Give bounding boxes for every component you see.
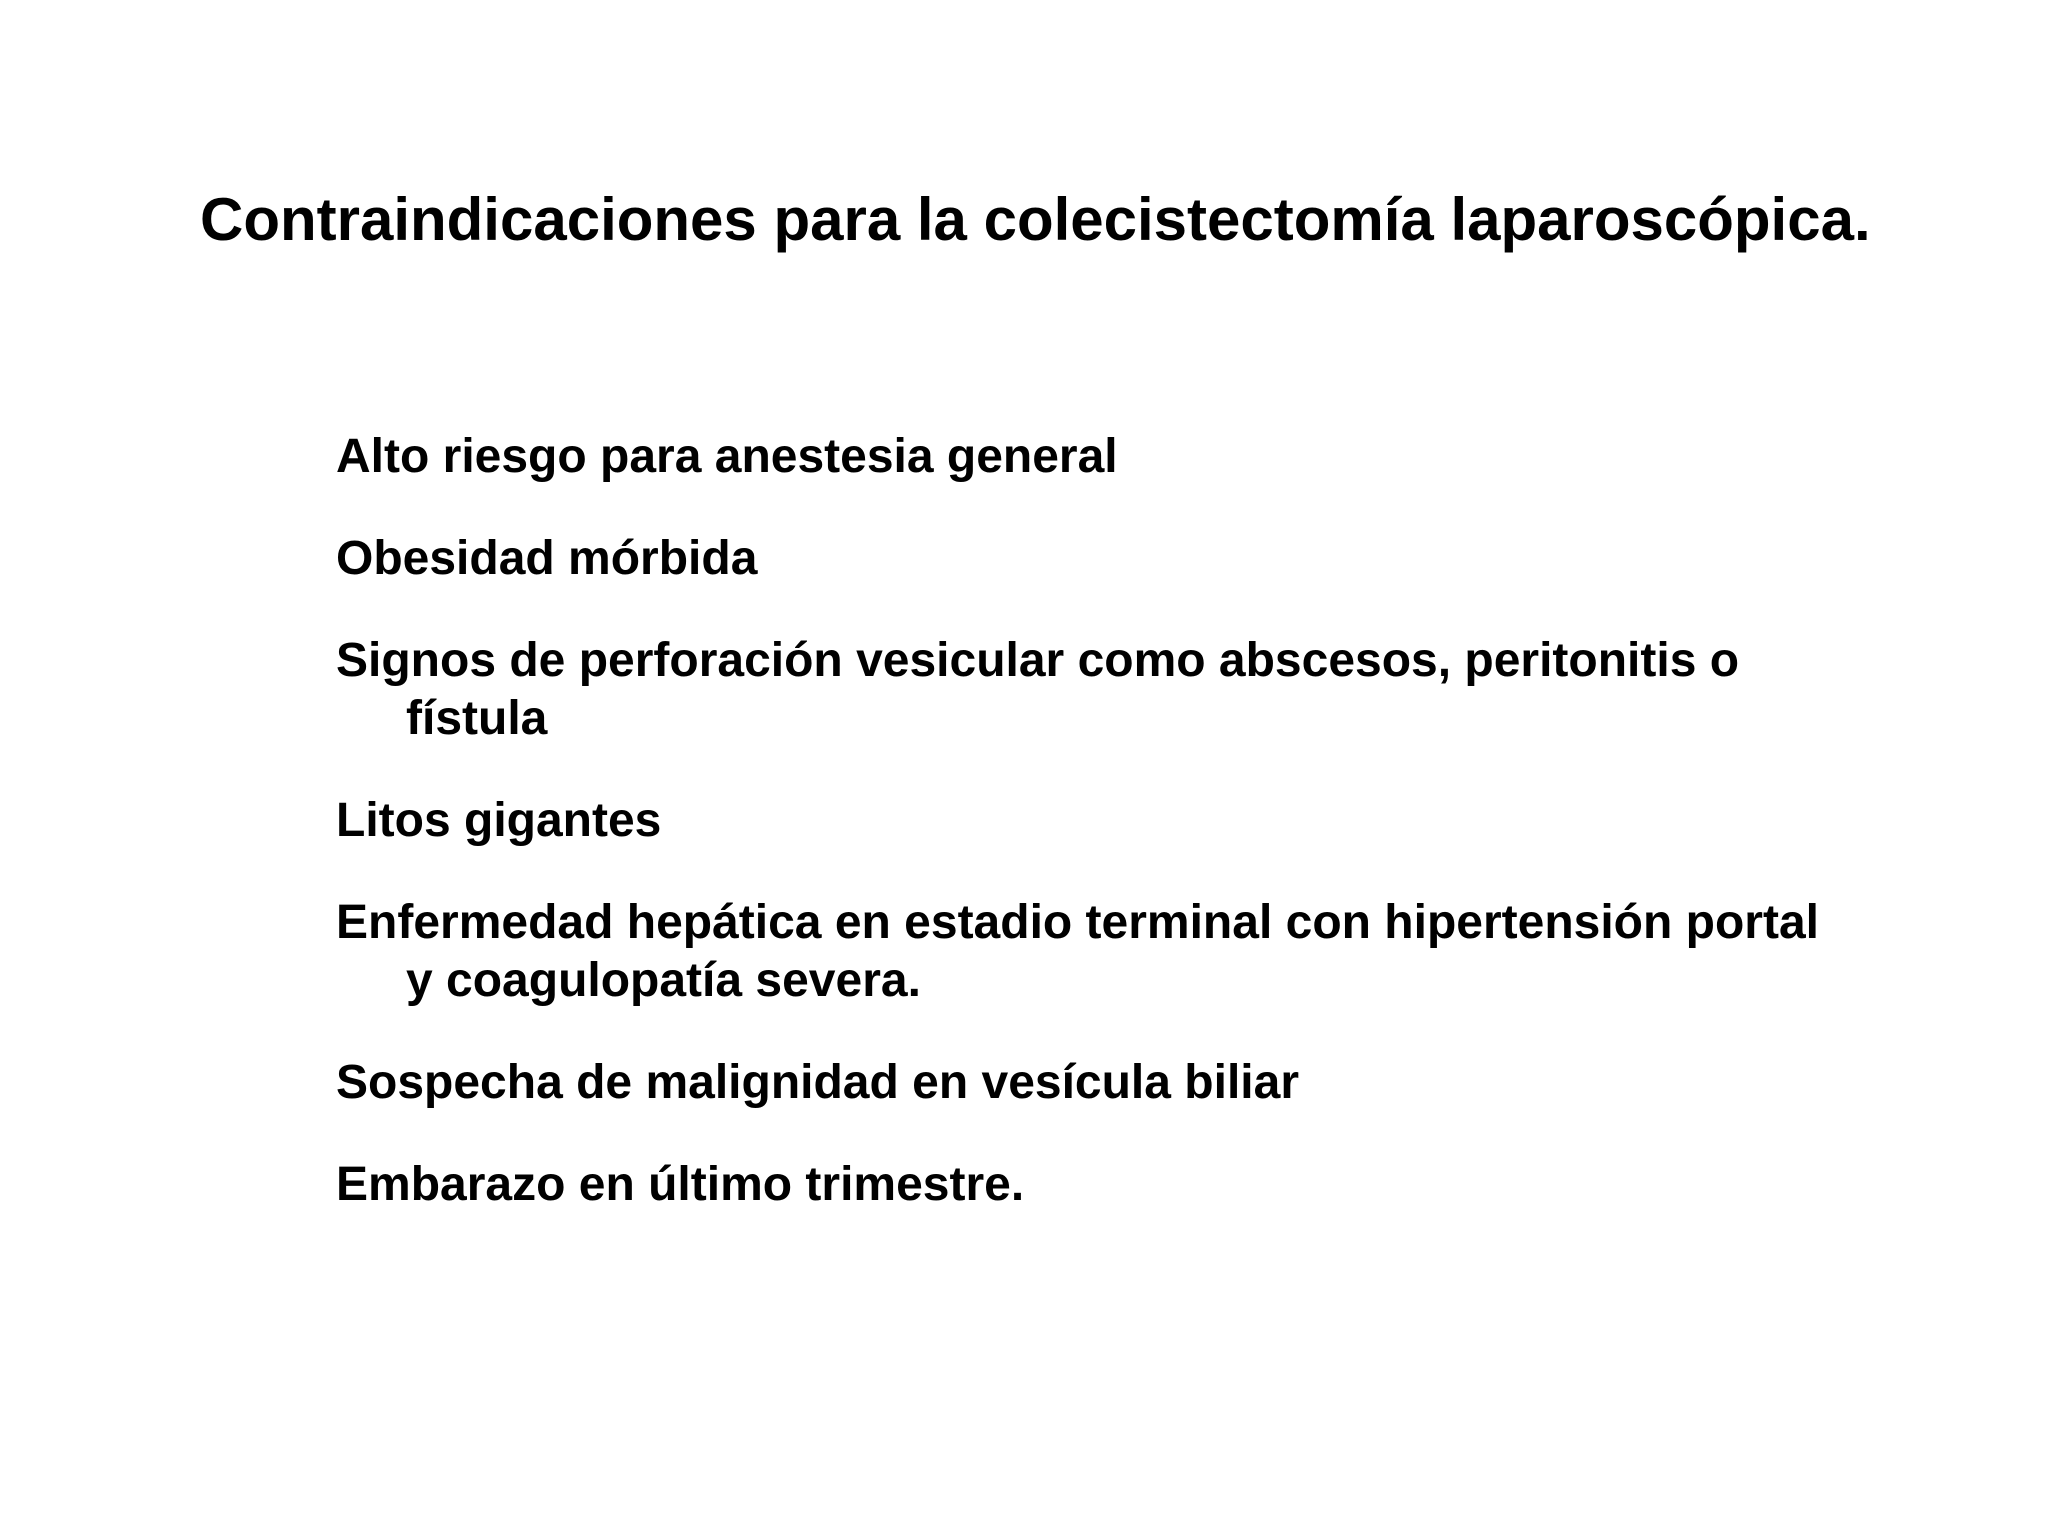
slide-title: Contraindicaciones para la colecistectomía laparoscópica. — [200, 186, 1871, 253]
list-item: Sospecha de malignidad en vesícula biliar — [336, 1056, 1299, 1109]
contraindications-list — [336, 428, 1836, 1258]
list-item: Enfermedad hepática en estadio terminal con hipertensión portal y coagulopatía severa. — [336, 896, 1819, 1007]
list-item: Signos de perforación vesicular como abscesos, peritonitis o fístula — [336, 634, 1740, 745]
list-item: Alto riesgo para anestesia general — [336, 430, 1118, 483]
list-item: Embarazo en último trimestre. — [336, 1158, 1025, 1211]
list-item: Litos gigantes — [336, 794, 662, 847]
list-item: Obesidad mórbida — [336, 532, 758, 585]
